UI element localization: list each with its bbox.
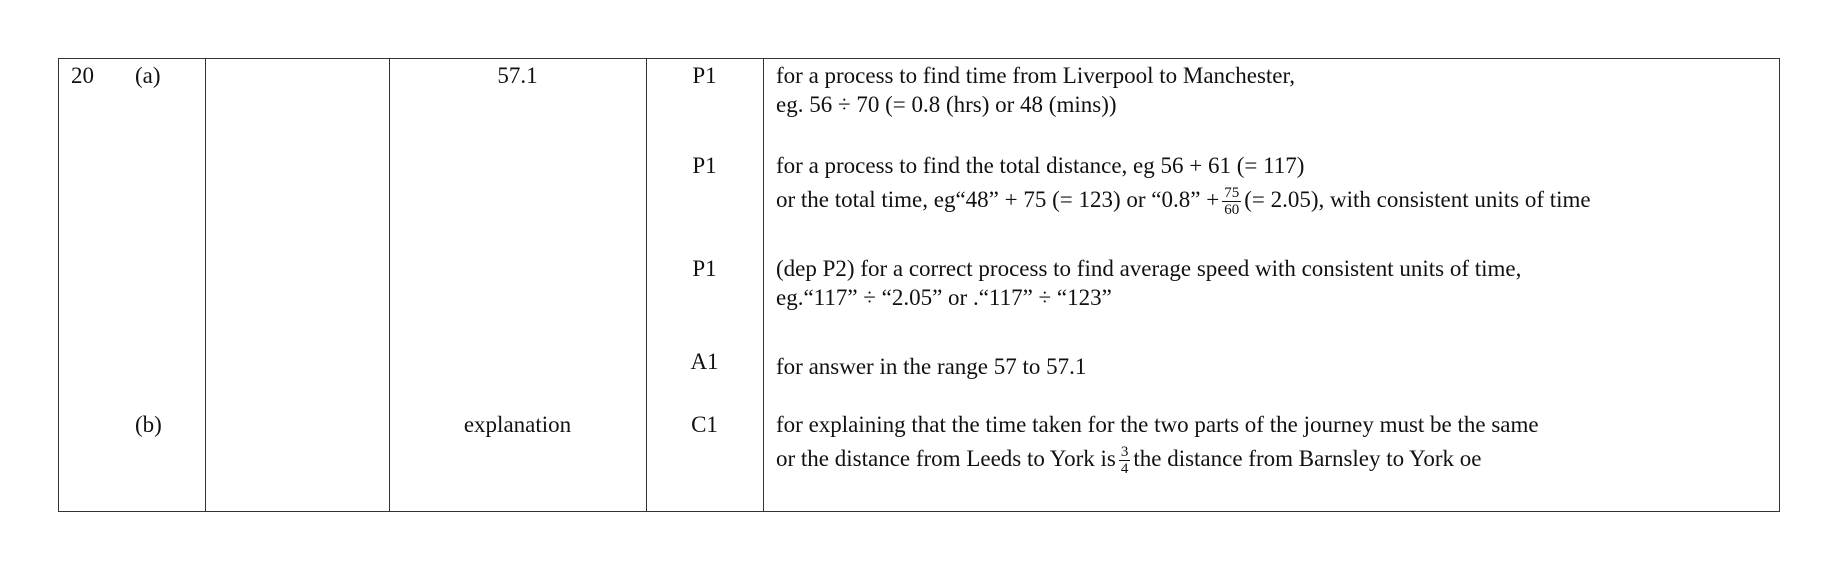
guidance-text: or the total time, eg“48” + 75 (= 123) or “0.8” +	[776, 187, 1220, 212]
mark-code: P1	[692, 153, 717, 178]
part-a-label: (a)	[135, 63, 161, 88]
fraction-denominator: 60	[1224, 202, 1240, 219]
guidance-note-with-fraction	[776, 185, 1591, 218]
guidance-note-with-fraction	[776, 444, 1481, 477]
answer-a: 57.1	[497, 63, 538, 88]
column-divider	[646, 59, 647, 511]
guidance-note: for answer in the range 57 to 57.1	[776, 354, 1087, 379]
fraction	[1119, 444, 1131, 477]
question-number: 20	[71, 63, 94, 88]
guidance-note: (dep P2) for a correct process to find average speed with consistent units of time,	[776, 256, 1522, 281]
fraction-numerator: 3	[1120, 444, 1129, 461]
guidance-note: for a process to find the total distance, eg 56 + 61 (= 117)	[776, 153, 1305, 178]
mark-code: P1	[692, 63, 717, 88]
fraction	[1222, 185, 1241, 218]
guidance-text: (= 2.05), with consistent units of time	[1244, 187, 1591, 212]
guidance-note: for a process to find time from Liverpool to Manchester,	[776, 63, 1295, 88]
mark-code: A1	[690, 349, 719, 374]
part-b-label: (b)	[135, 412, 162, 437]
column-divider	[205, 59, 206, 511]
column-divider	[763, 59, 764, 511]
guidance-note: for explaining that the time taken for the two parts of the journey must be the same	[776, 412, 1539, 437]
mark-scheme-table	[58, 58, 1780, 512]
fraction-numerator: 75	[1224, 185, 1240, 202]
fraction-denominator: 4	[1120, 461, 1129, 478]
guidance-text: or the distance from Leeds to York is	[776, 446, 1116, 471]
mark-code: P1	[692, 256, 717, 281]
mark-code: C1	[691, 412, 718, 437]
answer-b: explanation	[463, 412, 572, 437]
guidance-text: the distance from Barnsley to York oe	[1133, 446, 1482, 471]
guidance-note: eg. 56 ÷ 70 (= 0.8 (hrs) or 48 (mins))	[776, 92, 1117, 117]
guidance-note: eg.“117” ÷ “2.05” or .“117” ÷ “123”	[776, 285, 1112, 310]
column-divider	[389, 59, 390, 511]
